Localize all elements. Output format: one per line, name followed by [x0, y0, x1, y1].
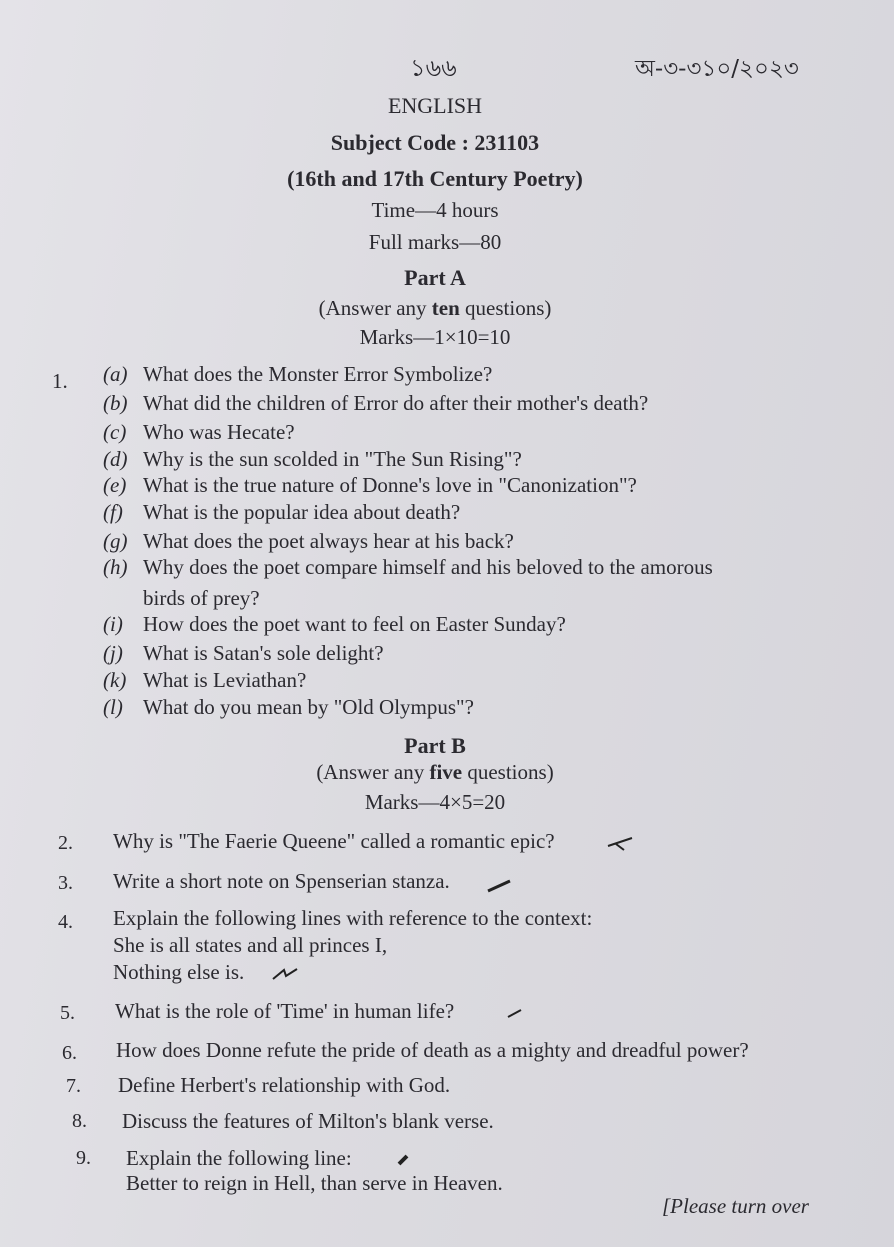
part-a-heading: Part A: [404, 265, 466, 290]
question-number: 2.: [58, 832, 73, 854]
tick-mark-icon: [486, 877, 514, 895]
question-number: 1.: [52, 369, 68, 393]
question-text: Write a short note on Spenserian stanza.: [113, 869, 450, 893]
question-text: Define Herbert's relationship with God.: [118, 1073, 451, 1097]
quoted-line: She is all states and all princes I,: [113, 933, 388, 957]
list-item: (g) What does the poet always hear at his back?: [103, 529, 514, 553]
question-number: 8.: [72, 1110, 87, 1132]
question-text: Explain the following line:: [126, 1146, 352, 1170]
list-item: (k) What is Leviathan?: [103, 668, 307, 692]
part-b-heading: Part B: [404, 733, 466, 758]
list-item: (c) Who was Hecate?: [103, 420, 295, 444]
serial-number: অ-৩-৩১০/২০২৩: [635, 56, 799, 82]
tick-mark-icon: [270, 964, 300, 982]
question-text: What is the role of 'Time' in human life?: [115, 999, 455, 1023]
subject-code: Subject Code : 231103: [330, 130, 540, 155]
question-number: 3.: [58, 872, 73, 894]
question-number: 7.: [66, 1075, 81, 1097]
list-item-continuation: birds of prey?: [143, 586, 260, 610]
question-number: 4.: [58, 911, 73, 933]
question-text: Why is "The Faerie Queene" called a romantic epic?: [113, 829, 555, 853]
list-item: (b) What did the children of Error do after their mother's death?: [103, 391, 649, 415]
list-item: (h) Why does the poet compare himself and his beloved to the amorous: [103, 555, 713, 579]
quoted-line: Better to reign in Hell, than serve in Heaven.: [126, 1171, 503, 1195]
part-a-marks: Marks—1×10=10: [359, 325, 511, 349]
course-title: (16th and 17th Century Poetry): [287, 166, 583, 191]
question-number: 9.: [76, 1147, 91, 1169]
question-text: Discuss the features of Milton's blank verse.: [122, 1109, 494, 1133]
part-b-marks: Marks—4×5=20: [364, 790, 506, 814]
question-number: 6.: [62, 1042, 77, 1064]
question-number: 5.: [60, 1002, 75, 1024]
tick-mark-icon: [606, 832, 636, 852]
list-item: (f) What is the popular idea about death?: [103, 500, 461, 524]
list-item: (e) What is the true nature of Donne's love in "Canonization"?: [103, 473, 637, 497]
list-item: (l) What do you mean by "Old Olympus"?: [103, 695, 474, 719]
part-a-instruction: (Answer any ten questions): [318, 296, 552, 320]
list-item: (j) What is Satan's sole delight?: [103, 641, 384, 665]
turn-over-note: [Please turn over: [662, 1194, 809, 1218]
list-item: (i) How does the poet want to feel on Easter Sunday?: [103, 612, 566, 636]
subject-title: ENGLISH: [387, 93, 483, 118]
list-item: (a) What does the Monster Error Symbolize?: [103, 362, 493, 386]
page-code: ১৬৬: [410, 54, 457, 82]
tick-mark-icon: [505, 1005, 525, 1023]
tick-mark-icon: [395, 1152, 411, 1168]
part-b-instruction: (Answer any five questions): [316, 760, 554, 784]
question-text: How does Donne refute the pride of death as a mighty and dreadful power?: [116, 1038, 749, 1062]
list-item: (d) Why is the sun scolded in "The Sun Rising"?: [103, 447, 522, 471]
question-text: Explain the following lines with reference to the context:: [113, 906, 593, 930]
exam-time: Time—4 hours: [371, 198, 499, 222]
full-marks: Full marks—80: [368, 230, 502, 254]
quoted-line: Nothing else is.: [113, 960, 245, 984]
